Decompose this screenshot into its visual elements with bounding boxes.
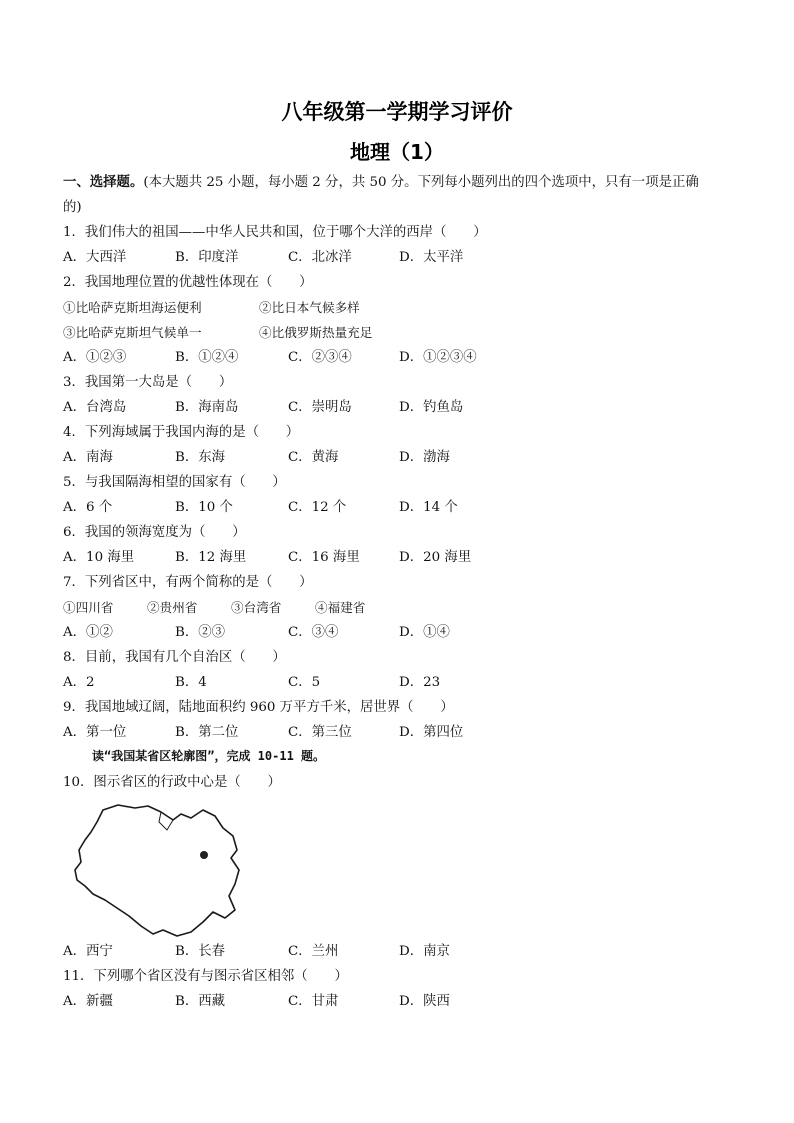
option-a: A．6 个: [63, 500, 113, 515]
option-b: B．4: [175, 675, 207, 690]
option-c: C．③④: [288, 625, 339, 640]
option-a: A．①②: [63, 625, 113, 640]
section-intro-cont: 的): [63, 200, 82, 215]
option-d: D．渤海: [399, 450, 450, 465]
sub-item: ①比哈萨克斯坦海运便利: [63, 300, 202, 315]
option-c: C．5: [288, 675, 321, 690]
option-b: B．长春: [175, 944, 226, 959]
sub-item: ③比哈萨克斯坦气候单一: [63, 325, 202, 340]
option-b: B．东海: [175, 450, 226, 465]
question-stem: 10．图示省区的行政中心是（ ）: [63, 775, 281, 790]
option-b: B．10 个: [175, 500, 233, 515]
section-heading: 一、选择题。: [63, 175, 144, 190]
question-stem: 1．我们伟大的祖国——中华人民共和国，位于哪个大洋的西岸（ ）: [63, 225, 487, 240]
option-a: A．大西洋: [63, 250, 127, 265]
section-intro-text: (本大题共 25 小题，每小题 2 分，共 50 分。下列每小题列出的四个选项中，只有一项是正确: [143, 175, 699, 190]
option-c: C．第三位: [288, 725, 352, 740]
option-b: B．第二位: [175, 725, 239, 740]
option-d: D．14 个: [399, 500, 458, 515]
option-c: C．黄海: [288, 450, 339, 465]
option-d: D．20 海里: [399, 550, 472, 565]
sub-item: ④福建省: [315, 600, 366, 615]
sub-item: ②贵州省: [147, 600, 198, 615]
sub-item: ④比俄罗斯热量充足: [259, 325, 373, 340]
option-d: D．钓鱼岛: [399, 400, 464, 415]
capital-dot: [200, 851, 208, 859]
option-d: D．①④: [399, 625, 450, 640]
option-c: C．16 海里: [288, 550, 360, 565]
sub-item: ①四川省: [63, 600, 114, 615]
page-subtitle: 地理（1）: [350, 140, 444, 164]
question-stem: 7．下列省区中，有两个简称的是（ ）: [63, 575, 313, 590]
question-stem: 4．下列海域属于我国内海的是（ ）: [63, 425, 300, 440]
province-outline: [75, 805, 239, 936]
option-b: B．西藏: [175, 994, 226, 1009]
option-b: B．海南岛: [175, 400, 239, 415]
option-c: C．12 个: [288, 500, 347, 515]
question-stem: 3．我国第一大岛是（ ）: [63, 375, 233, 390]
option-a: A．第一位: [63, 725, 127, 740]
option-d: D．南京: [399, 944, 450, 959]
option-c: C．②③④: [288, 350, 352, 365]
option-b: B．①②④: [175, 350, 239, 365]
sub-item: ③台湾省: [231, 600, 282, 615]
section-intro: [63, 173, 699, 193]
option-b: B．②③: [175, 625, 226, 640]
option-c: C．北冰洋: [288, 250, 352, 265]
question-stem: 8．目前，我国有几个自治区（ ）: [63, 650, 286, 665]
question-stem: 9．我国地域辽阔，陆地面积约 960 万平方千米，居世界（ ）: [63, 700, 454, 715]
option-a: A．10 海里: [63, 550, 135, 565]
option-a: A．台湾岛: [63, 400, 127, 415]
option-c: C．兰州: [288, 944, 339, 959]
province-outline-map: [63, 800, 248, 940]
reading-instruction: 读“我国某省区轮廓图”，完成 10-11 题。: [92, 749, 326, 763]
option-d: D．太平洋: [399, 250, 464, 265]
option-a: A．南海: [63, 450, 113, 465]
option-a: A．新疆: [63, 994, 113, 1009]
option-d: D．陕西: [399, 994, 450, 1009]
option-d: D．23: [399, 675, 441, 690]
option-c: C．崇明岛: [288, 400, 352, 415]
option-a: A．2: [63, 675, 95, 690]
option-c: C．甘肃: [288, 994, 339, 1009]
option-a: A．①②③: [63, 350, 127, 365]
option-a: A．西宁: [63, 944, 113, 959]
sub-item: ②比日本气候多样: [259, 300, 360, 315]
question-stem: 5．与我国隔海相望的国家有（ ）: [63, 475, 286, 490]
question-stem: 11．下列哪个省区没有与图示省区相邻（ ）: [63, 969, 348, 984]
question-stem: 2．我国地理位置的优越性体现在（ ）: [63, 275, 313, 290]
page-title: 八年级第一学期学习评价: [281, 100, 513, 124]
question-stem: 6．我国的领海宽度为（ ）: [63, 525, 246, 540]
option-b: B．12 海里: [175, 550, 247, 565]
option-d: D．第四位: [399, 725, 464, 740]
option-d: D．①②③④: [399, 350, 477, 365]
option-b: B．印度洋: [175, 250, 239, 265]
